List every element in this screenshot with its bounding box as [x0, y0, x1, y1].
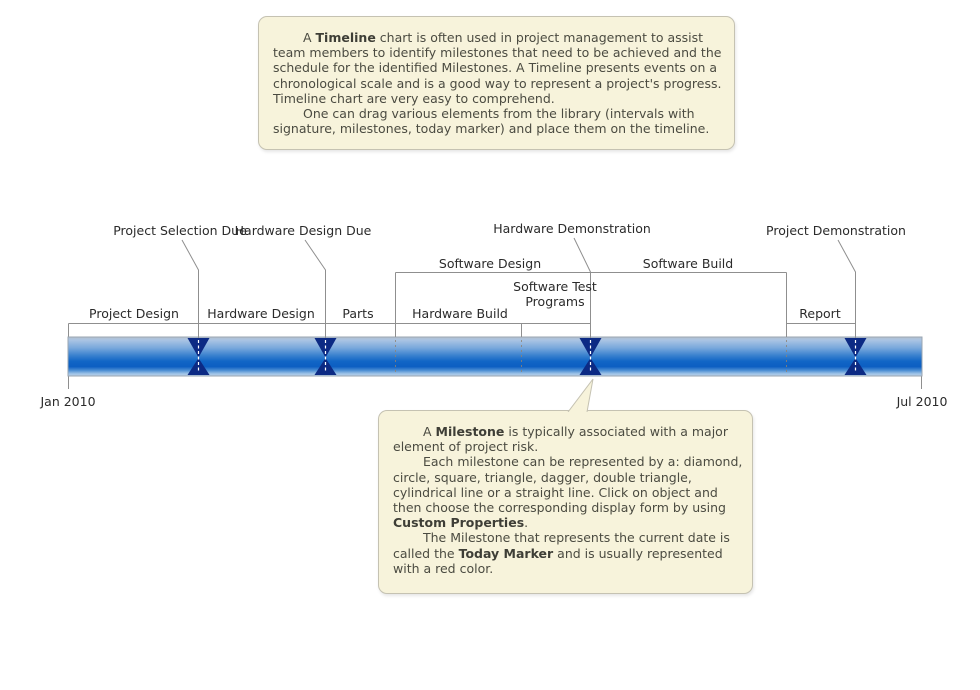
- interval-label-software-test-programs: Software Test Programs: [513, 279, 597, 309]
- milestone-note-text: Each milestone can be represented by a: diamond, circle, square, triangle, dagger, double triangle, cylindrical line or a straight line. Click on object and then choose the corresponding display form by using: [393, 454, 743, 516]
- timeline-note-paragraph-1: [273, 30, 722, 106]
- interval-label-hardware-build: Hardware Build: [412, 306, 508, 321]
- milestone-note-box[interactable]: [378, 410, 753, 594]
- interval-label-parts: Parts: [342, 306, 374, 321]
- milestone-note-paragraph-1: [393, 424, 744, 454]
- interval-label-project-design: Project Design: [89, 306, 179, 321]
- milestone-label-project-demonstration: Project Demonstration: [766, 223, 906, 238]
- timeline-note-text: chart is often used in project management to assist team members to identify milestones that need to be achieved and the schedule for the identified Milestones. A Timeline presents events on a chronological scale and is a good way to represent a project's progress. Timeline chart are very easy to comprehend.: [273, 30, 722, 106]
- milestone-note-text: is typically associated with a major element of project risk.: [393, 424, 728, 455]
- timeline-end-date: Jul 2010: [896, 394, 948, 409]
- milestone-term: Milestone: [435, 424, 505, 439]
- timeline-note-box[interactable]: [258, 16, 735, 150]
- interval-label-report: Report: [799, 306, 841, 321]
- milestone-note-text: The Milestone that represents the current date is called the: [393, 530, 730, 561]
- timeline-note-paragraph-2: One can drag various elements from the library (intervals with signature, milestones, today marker) and place them on the timeline.: [273, 106, 710, 137]
- milestone-note-paragraph-2: [393, 454, 744, 530]
- note-tail-pointer: [566, 378, 596, 412]
- milestone-note-text: A: [423, 424, 436, 439]
- timeline-note-text: A: [303, 30, 316, 45]
- milestone-label-hardware-demonstration: Hardware Demonstration: [493, 221, 651, 236]
- milestone-note-text: .: [524, 515, 529, 531]
- interval-label-software-build: Software Build: [642, 256, 734, 271]
- milestone-label-hardware-design-due: Hardware Design Due: [234, 223, 372, 238]
- custom-properties-term: Custom Properties: [393, 515, 525, 531]
- milestone-note-paragraph-3: [393, 530, 744, 576]
- interval-label-software-design: Software Design: [438, 256, 542, 271]
- interval-label-hardware-design: Hardware Design: [207, 306, 315, 321]
- timeline-term: Timeline: [315, 30, 376, 45]
- milestone-note-text: and is usually represented with a red color.: [393, 545, 723, 576]
- milestone-label-project-selection-due: Project Selection Due: [113, 223, 247, 238]
- timeline-start-date: Jan 2010: [40, 394, 96, 409]
- interval-bracket-row1: [69, 324, 856, 338]
- today-marker-term: Today Marker: [458, 545, 554, 561]
